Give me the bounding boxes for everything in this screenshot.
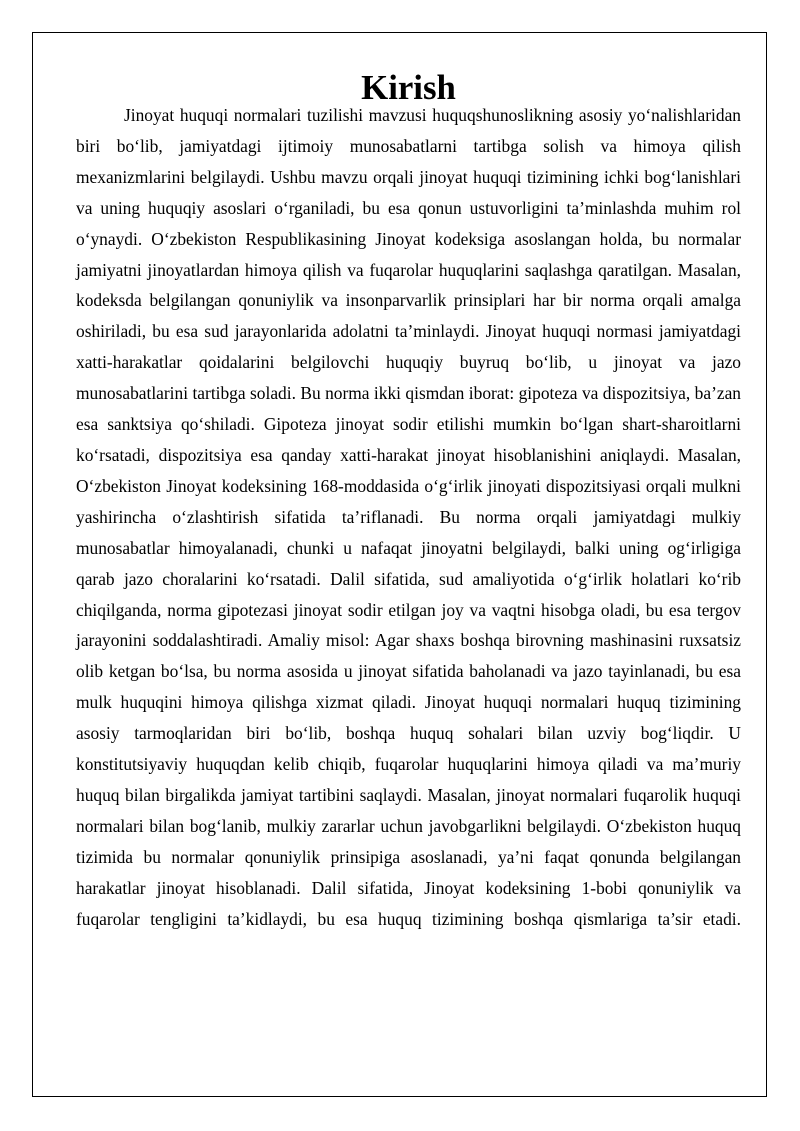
document-title: Kirish xyxy=(361,68,456,107)
document-body-paragraph: Jinoyat huquqi normalari tuzilishi mavzusi huquqshunoslikning asosiy yo‘nalishlaridan biri bo‘lib, jamiyatdagi ijtimoiy munosabatlarni tartibga solish va himoya qilish mexanizmlarini belgilaydi. Ushbu mavzu orqali jinoyat huquqi tizimining ichki bog‘lanishlari va uning huquqiy asoslari o‘rganiladi, bu esa qonun ustuvorligini ta’minlashda muhim rol o‘ynaydi. O‘zbekiston Respublikasining Jinoyat kodeksiga asoslangan holda, bu normalar jamiyatni jinoyatlardan himoya qilish va fuqarolar huquqlarini saqlashga qaratilgan. Masalan, kodeksda belgilangan qonuniylik va insonparvarlik prinsiplari har bir norma orqali amalga oshiriladi, bu esa sud jarayonlarida adolatni ta’minlaydi. Jinoyat huquqi normasi jamiyatdagi xatti-harakatlar qoidalarini belgilovchi huquqiy buyruq bo‘lib, u jinoyat va jazo munosabatlarini tartibga soladi. Bu norma ikki qismdan iborat: gipoteza va dispozitsiya, ba’zan esa sanktsiya qo‘shiladi. Gipoteza jinoyat sodir etilishi mumkin bo‘lgan shart-sharoitlarni ko‘rsatadi, dispozitsiya esa qanday xatti-harakat jinoyat hisoblanishini aniqlaydi. Masalan, O‘zbekiston Jinoyat kodeksining 168-moddasida o‘g‘irlik jinoyati dispozitsiyasi orqali mulkni yashirincha o‘zlashtirish sifatida ta’riflanadi. Bu norma orqali jamiyatdagi mulkiy munosabatlar himoyalanadi, chunki u nafaqat jinoyatni belgilaydi, balki uning og‘irligiga qarab jazo choralarini ko‘rsatadi. Dalil sifatida, sud amaliyotida o‘g‘irlik holatlari ko‘rib chiqilganda, norma gipotezasi jinoyat sodir etilgan joy va vaqtni hisobga oladi, bu esa tergov jarayonini soddalashtiradi. Amaliy misol: Agar shaxs boshqa birovning mashinasini ruxsatsiz olib ketgan bo‘lsa, bu norma asosida u jinoyat sifatida baholanadi va jazo tayinlanadi, bu esa mulk huquqini himoya qilishga xizmat qiladi. Jinoyat huquqi normalari huquq tizimining asosiy tarmoqlaridan biri bo‘lib, boshqa huquq sohalari bilan uzviy bog‘liqdir. U konstitutsiyaviy huquqdan kelib chiqib, fuqarolar huquqlarini himoya qiladi va ma’muriy huquq bilan birgalikda jamiyat tartibini saqlaydi. Masalan, jinoyat normalari fuqarolik huquqi normalari bilan bog‘lanib, mulkiy zararlar uchun javobgarlikni belgilaydi. O‘zbekiston huquq tizimida bu normalar qonuniylik prinsipiga asoslanadi, ya’ni faqat qonunda belgilangan harakatlar jinoyat hisoblanadi. Dalil sifatida, Jinoyat kodeksining 1-bobi qonuniylik va fuqarolar tengligini ta’kidlaydi, bu esa huquq tizimining boshqa qismlariga ta’sir etadi. xyxy=(76,105,741,929)
page-content xyxy=(76,68,741,934)
